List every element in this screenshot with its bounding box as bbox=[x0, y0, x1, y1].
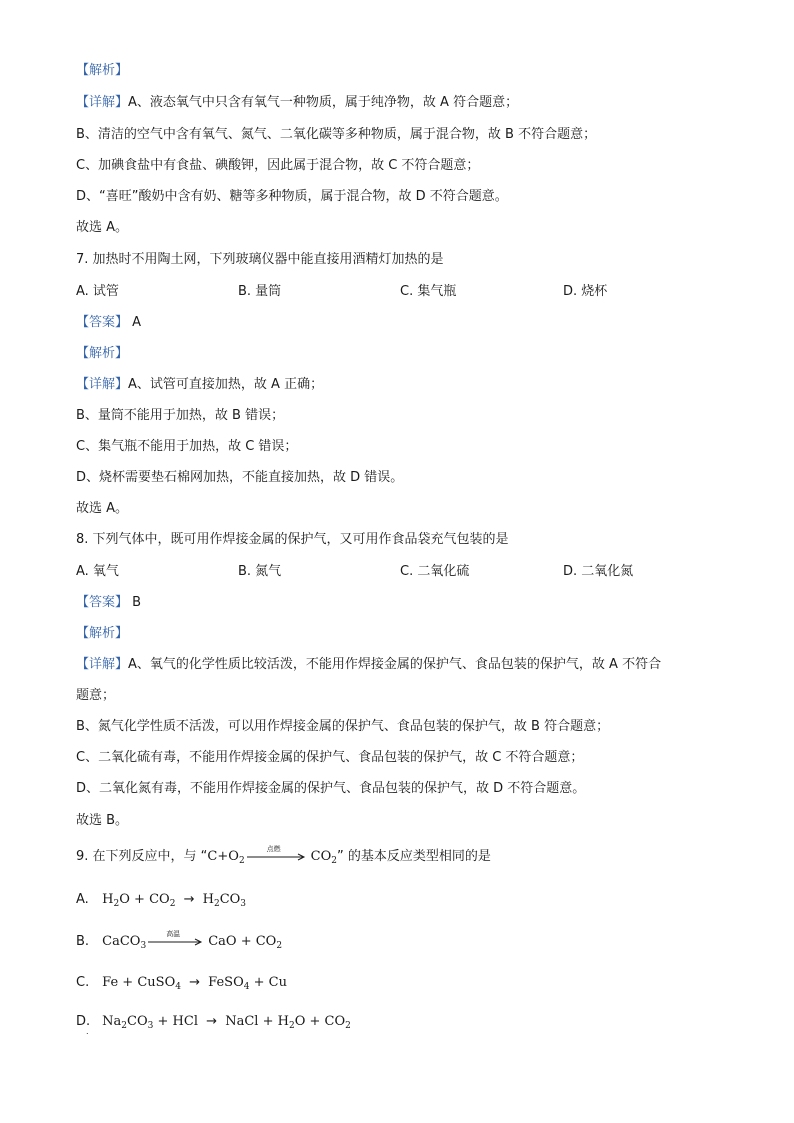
detail-line-a-continued: 题意； bbox=[76, 688, 116, 703]
trailing-dot: . bbox=[86, 1027, 89, 1036]
detail-line-c: C、加碘食盐中有食盐、碘酸钾，因此属于混合物，故 C 不符合题意； bbox=[76, 158, 480, 173]
plus-sign: + bbox=[309, 1014, 321, 1029]
q7-answer bbox=[76, 314, 141, 332]
detail-line-a bbox=[76, 656, 661, 674]
q7-option-c: C. 集气瓶 bbox=[400, 284, 457, 299]
element: O bbox=[119, 892, 130, 907]
element: H bbox=[102, 892, 114, 907]
element: Na bbox=[102, 1014, 122, 1029]
arrow-icon bbox=[148, 938, 206, 946]
stem-prefix: 9. 在下列反应中，与 “ bbox=[76, 849, 208, 864]
detail-line-a bbox=[76, 94, 518, 112]
detail-line-d: D、“喜旺”酸奶中含有奶、糖等多种物质，属于混合物，故 D 不符合题意。 bbox=[76, 189, 508, 204]
detail-tag: 【详解】 bbox=[76, 377, 129, 392]
subscript: 3 bbox=[240, 899, 247, 909]
reaction-condition: 高温 bbox=[166, 929, 181, 938]
detail-tag: 【详解】 bbox=[76, 657, 129, 672]
element: CO bbox=[324, 1014, 346, 1029]
q9-option-b bbox=[76, 929, 283, 951]
subscript: 2 bbox=[121, 1021, 128, 1031]
element: O bbox=[294, 1014, 306, 1029]
element: CO bbox=[127, 1014, 148, 1029]
arrow-icon: → bbox=[189, 975, 201, 990]
subscript: 4 bbox=[243, 982, 250, 992]
plus-sign: + bbox=[240, 934, 252, 949]
plus-sign: + bbox=[157, 1014, 169, 1029]
subscript: 2 bbox=[213, 899, 220, 909]
formula-term: CO bbox=[310, 849, 332, 864]
subscript: 2 bbox=[345, 1021, 351, 1031]
arrow-icon: → bbox=[206, 1014, 218, 1029]
element: CO bbox=[219, 892, 241, 907]
q7-option-b: B. 量筒 bbox=[238, 284, 282, 299]
element: CaO bbox=[208, 934, 237, 949]
detail-text: A、氧气的化学性质比较活泼，不能用作焊接金属的保护气、食品包装的保护气，故 A 不符合 bbox=[128, 657, 662, 672]
q9-option-a bbox=[76, 891, 246, 909]
answer-value: B bbox=[132, 595, 142, 610]
answer-value: A bbox=[132, 315, 142, 330]
reaction-arrow bbox=[247, 844, 309, 861]
answer-tag: 【答案】 bbox=[76, 315, 129, 330]
element: CuSO bbox=[137, 975, 176, 990]
analysis-tag: 【解析】 bbox=[76, 63, 129, 78]
option-label: C. bbox=[76, 975, 90, 990]
plus-sign: + bbox=[253, 975, 265, 990]
analysis-tag: 【解析】 bbox=[76, 626, 129, 641]
q8-option-d: D. 二氧化氮 bbox=[563, 564, 634, 579]
detail-line-b: B、量筒不能用于加热，故 B 错误； bbox=[76, 408, 285, 423]
reaction-condition: 点燃 bbox=[266, 844, 281, 853]
analysis-tag: 【解析】 bbox=[76, 346, 129, 361]
detail-line-c: C、集气瓶不能用于加热，故 C 错误； bbox=[76, 439, 298, 454]
element: H bbox=[277, 1014, 289, 1029]
element: FeSO bbox=[208, 975, 244, 990]
reference-equation bbox=[207, 844, 338, 866]
element: CO bbox=[255, 934, 277, 949]
detail-line-d: D、烧杯需要垫石棉网加热，不能直接加热，故 D 错误。 bbox=[76, 470, 404, 485]
detail-line-b: B、清洁的空气中含有氧气、氮气、二氧化碳等多种物质，属于混合物，故 B 不符合题意； bbox=[76, 127, 597, 142]
option-label: A. bbox=[76, 892, 89, 907]
formula-term: O bbox=[228, 849, 239, 864]
detail-line-b: B、氮气化学性质不活泼，可以用作焊接金属的保护气、食品包装的保护气，故 B 符合题意； bbox=[76, 719, 610, 734]
question-9-stem bbox=[76, 844, 491, 866]
arrow-icon: → bbox=[183, 892, 195, 907]
detail-text: A、液态氧气中只含有氧气一种物质，属于纯净物，故 A 符合题意； bbox=[128, 95, 519, 110]
detail-line-d: D、二氧化氮有毒，不能用作焊接金属的保护气、食品包装的保护气，故 D 不符合题意。 bbox=[76, 781, 586, 796]
subscript: 3 bbox=[147, 1021, 154, 1031]
conclusion: 故选 A。 bbox=[76, 220, 129, 235]
detail-line-a bbox=[76, 376, 323, 394]
question-7-stem: 7. 加热时不用陶土网，下列玻璃仪器中能直接用酒精灯加热的是 bbox=[76, 252, 444, 267]
detail-line-c: C、二氧化硫有毒，不能用作焊接金属的保护气、食品包装的保护气，故 C 不符合题意； bbox=[76, 750, 584, 765]
conclusion: 故选 B。 bbox=[76, 813, 129, 828]
q7-option-a: A. 试管 bbox=[76, 284, 119, 299]
element: CO bbox=[149, 892, 170, 907]
plus-sign: + bbox=[122, 975, 134, 990]
q9-option-d bbox=[76, 1013, 351, 1031]
answer-tag: 【答案】 bbox=[76, 595, 129, 610]
element: CO bbox=[119, 934, 141, 949]
element: Ca bbox=[102, 934, 120, 949]
element: Fe bbox=[102, 975, 119, 990]
arrow-icon bbox=[247, 853, 309, 861]
formula-term: C bbox=[207, 849, 218, 864]
stem-suffix: ” 的基本反应类型相同的是 bbox=[337, 849, 491, 864]
subscript: 2 bbox=[169, 899, 176, 909]
subscript: 2 bbox=[276, 941, 283, 951]
subscript: 2 bbox=[288, 1021, 295, 1031]
subscript: 2 bbox=[331, 856, 338, 866]
element: HCl bbox=[172, 1014, 198, 1029]
subscript: 3 bbox=[140, 941, 147, 951]
option-label: B. bbox=[76, 934, 90, 949]
subscript: 2 bbox=[238, 856, 245, 866]
subscript: 4 bbox=[175, 982, 181, 992]
question-8-stem: 8. 下列气体中，既可用作焊接金属的保护气，又可用作食品袋充气包装的是 bbox=[76, 532, 509, 547]
element: Cu bbox=[268, 975, 287, 990]
reaction-arrow bbox=[148, 929, 206, 946]
subscript: 2 bbox=[113, 899, 120, 909]
option-label: D. bbox=[76, 1014, 91, 1029]
conclusion: 故选 A。 bbox=[76, 501, 129, 516]
detail-tag: 【详解】 bbox=[76, 95, 129, 110]
q8-option-c: C. 二氧化硫 bbox=[400, 564, 470, 579]
q8-option-b: B. 氮气 bbox=[238, 564, 282, 579]
element: H bbox=[202, 892, 214, 907]
q9-option-c bbox=[76, 974, 287, 992]
detail-text: A、试管可直接加热，故 A 正确； bbox=[128, 377, 324, 392]
plus-sign: + bbox=[217, 849, 229, 864]
q8-option-a: A. 氧气 bbox=[76, 564, 119, 579]
plus-sign: + bbox=[262, 1014, 274, 1029]
element: NaCl bbox=[225, 1014, 259, 1029]
q8-answer bbox=[76, 594, 141, 612]
plus-sign: + bbox=[134, 892, 145, 907]
q7-option-d: D. 烧杯 bbox=[563, 284, 608, 299]
